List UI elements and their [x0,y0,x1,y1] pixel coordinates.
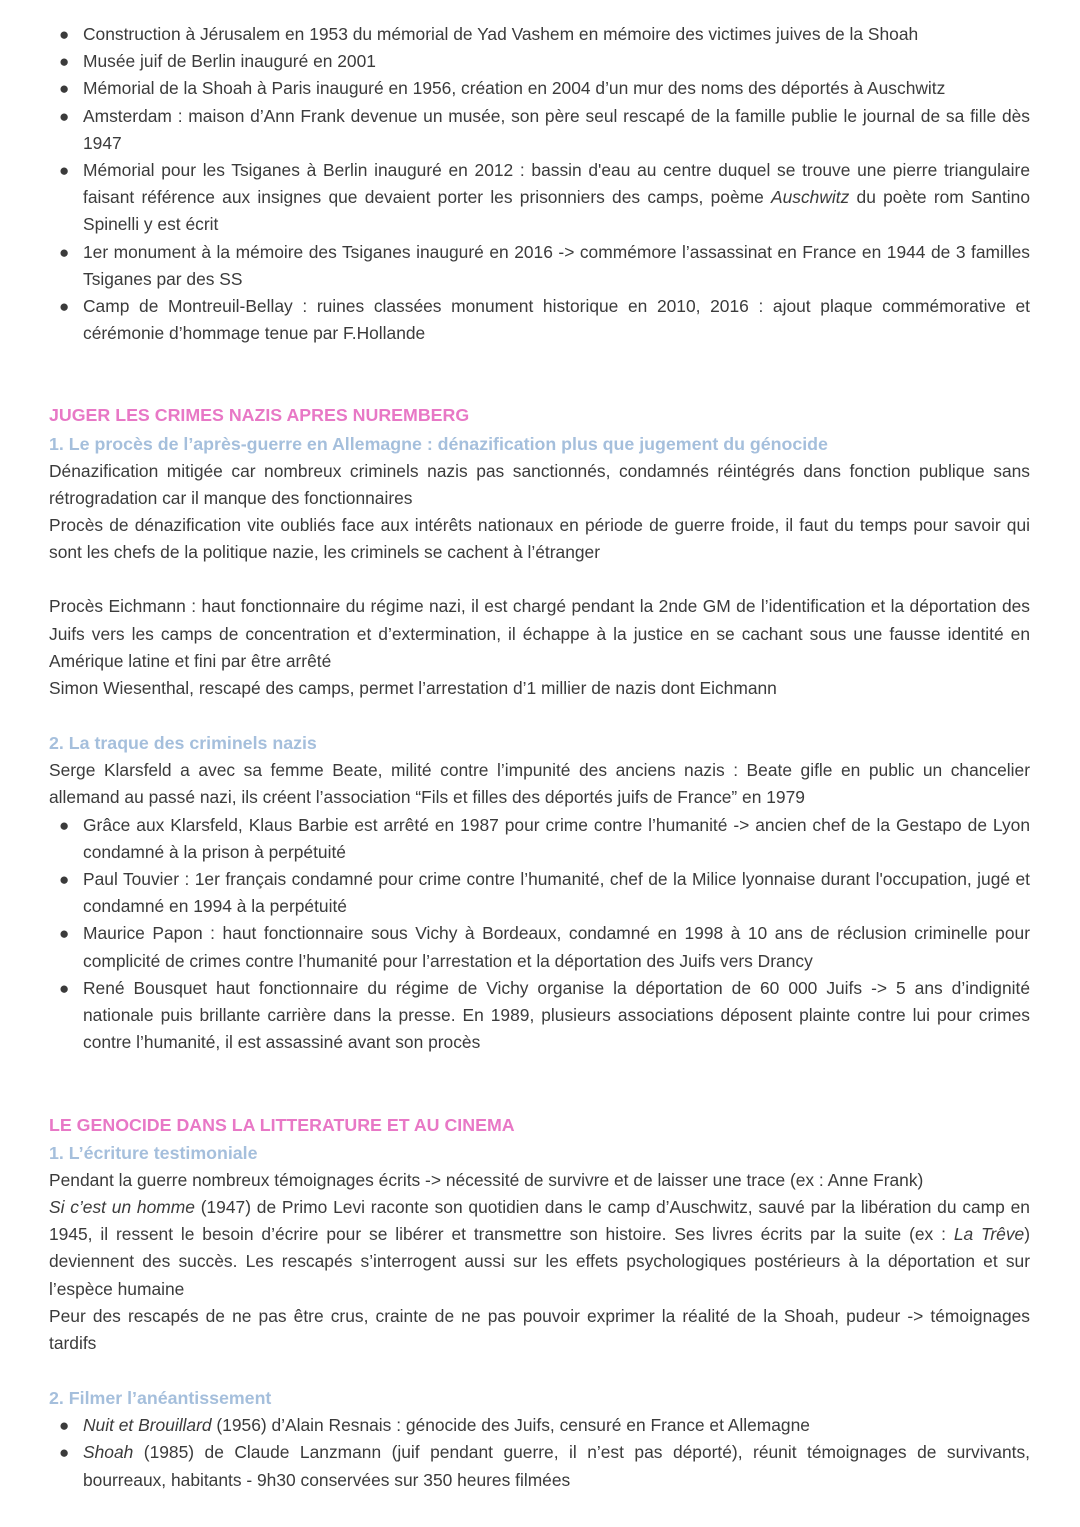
paragraph: Simon Wiesenthal, rescapé des camps, permet l’arrestation d’1 millier de nazis dont Eichmann [49,678,777,699]
bullet-icon: ● [59,815,70,835]
paragraph: Dénazification mitigée car nombreux criminels nazis pas sanctionnés, condamnés réintégrés dans fonction publique sans rétrogradation car il manque des fonctionnaires [49,460,1030,508]
list-item: ● Construction à Jérusalem en 1953 du mémorial de Yad Vashem en mémoire des victimes juives de la Shoah [49,21,1030,48]
list-item: ● Musée juif de Berlin inauguré en 2001 [49,48,1030,75]
section-title: LE GENOCIDE DANS LA LITTERATURE ET AU CINEMA [49,1114,515,1135]
list-item: ● Shoah (1985) de Claude Lanzmann (juif pendant guerre, il n’est pas déporté), réunit témoignages de survivants, bourreaux, habitants - 9h30 conservées sur 350 heures filmées [49,1439,1030,1493]
subsection-title: 1. Le procès de l’après-guerre en Allemagne : dénazification plus que jugement du génocide [49,433,828,454]
bullet-icon: ● [59,1443,70,1463]
section-title: JUGER LES CRIMES NAZIS APRES NUREMBERG [49,405,470,426]
list-item: ● René Bousquet haut fonctionnaire du régime de Vichy organise la déportation de 60 000 Juifs -> 5 ans d’indignité nationale puis brillante carrière dans la presse. En 1989, plusieurs associations déposent plainte contre lui pour crimes contre l’humanité, il est assassiné avant son procès [49,975,1030,1057]
bullet-icon: ● [59,25,70,44]
bullet-icon: ● [59,978,70,998]
films-list [49,1412,1030,1494]
bullet-icon: ● [59,79,70,99]
bullet-icon: ● [59,161,70,181]
paragraph: Procès Eichmann : haut fonctionnaire du régime nazi, il est chargé pendant la 2nde GM de l’identification et la déportation des Juifs vers les camps de concentration et d’extermination, il échappe à la justice en se cachant sous une fausse identité en Amérique latine et fini par être arrêté [49,596,1030,671]
bullet-icon: ● [59,870,70,890]
subsection-title: 2. Filmer l’anéantissement [49,1388,272,1409]
paragraph: Peur des rescapés de ne pas être crus, crainte de ne pas pouvoir exprimer la réalité de la Shoah, pudeur -> témoignages tardifs [49,1305,1030,1353]
paragraph: Serge Klarsfeld a avec sa femme Beate, milité contre l’impunité des anciens nazis : Beate gifle en public un chancelier allemand au passé nazi, ils créent l’association “Fils et filles des déportés juifs de France” en 1979 [49,760,1030,808]
criminals-list [49,812,1030,1057]
bullet-icon: ● [59,52,70,72]
subsection-title: 1. L’écriture testimoniale [49,1142,258,1163]
paragraph: Si c’est un homme (1947) de Primo Levi raconte son quotidien dans le camp d’Auschwitz, sauvé par la libération du camp en 1945, il ressent le besoin d’écrire pour se libérer et transmettre son histoire. Ses livres écrits par la suite (ex : La Trêve) deviennent des succès. Les rescapés s’interrogent aussi sur les effets psychologiques postérieurs à la déportation et sur l’espèce humaine [49,1196,1030,1299]
list-item: ● Grâce aux Klarsfeld, Klaus Barbie est arrêté en 1987 pour crime contre l’humanité -> ancien chef de la Gestapo de Lyon condamné à la prison à perpétuité [49,812,1030,866]
list-item: ● Paul Touvier : 1er français condamné pour crime contre l’humanité, chef de la Milice lyonnaise durant l'occupation, jugé et condamné en 1994 à la perpétuité [49,866,1030,920]
list-item: ● Mémorial pour les Tsiganes à Berlin inauguré en 2012 : bassin d'eau au centre duquel se trouve une pierre triangulaire faisant référence aux insignes que devaient porter les prisonniers des camps, poème Auschwitz du poète rom Santino Spinelli y est écrit [49,157,1030,239]
list-item: ● Camp de Montreuil-Bellay : ruines classées monument historique en 2010, 2016 : ajout plaque commémorative et cérémonie d’hommage tenue par F.Hollande [49,293,1030,347]
bullet-icon: ● [59,106,70,126]
bullet-icon: ● [59,297,70,317]
list-item: ● 1er monument à la mémoire des Tsiganes inauguré en 2016 -> commémore l’assassinat en France en 1944 de 3 familles Tsiganes par des SS [49,239,1030,293]
section-literature-cinema [49,1112,1030,1494]
section-judging [49,402,1030,1056]
bullet-icon: ● [59,242,70,262]
list-item: ● Mémorial de la Shoah à Paris inauguré en 1956, création en 2004 d’un mur des noms des déportés à Auschwitz [49,75,1030,102]
memorial-list [49,21,1030,347]
bullet-icon: ● [59,924,70,944]
list-item: ● Maurice Papon : haut fonctionnaire sous Vichy à Bordeaux, condamné en 1998 à 10 ans de réclusion criminelle pour complicité de crimes contre l’humanité pour l’arrestation et la déportation des Juifs vers Drancy [49,920,1030,974]
list-item: ● Nuit et Brouillard (1956) d’Alain Resnais : génocide des Juifs, censuré en France et Allemagne [49,1412,1030,1439]
list-item: ● Amsterdam : maison d’Ann Frank devenue un musée, son père seul rescapé de la famille publie le journal de sa fille dès 1947 [49,103,1030,157]
bullet-icon: ● [59,1416,70,1436]
paragraph: Procès de dénazification vite oubliés face aux intérêts nationaux en période de guerre froide, il faut du temps pour savoir qui sont les chefs de la politique nazie, les criminels se cachent à l’étranger [49,515,1030,563]
paragraph: Pendant la guerre nombreux témoignages écrits -> nécessité de survivre et de laisser une trace (ex : Anne Frank) [49,1169,924,1190]
subsection-title: 2. La traque des criminels nazis [49,733,317,754]
